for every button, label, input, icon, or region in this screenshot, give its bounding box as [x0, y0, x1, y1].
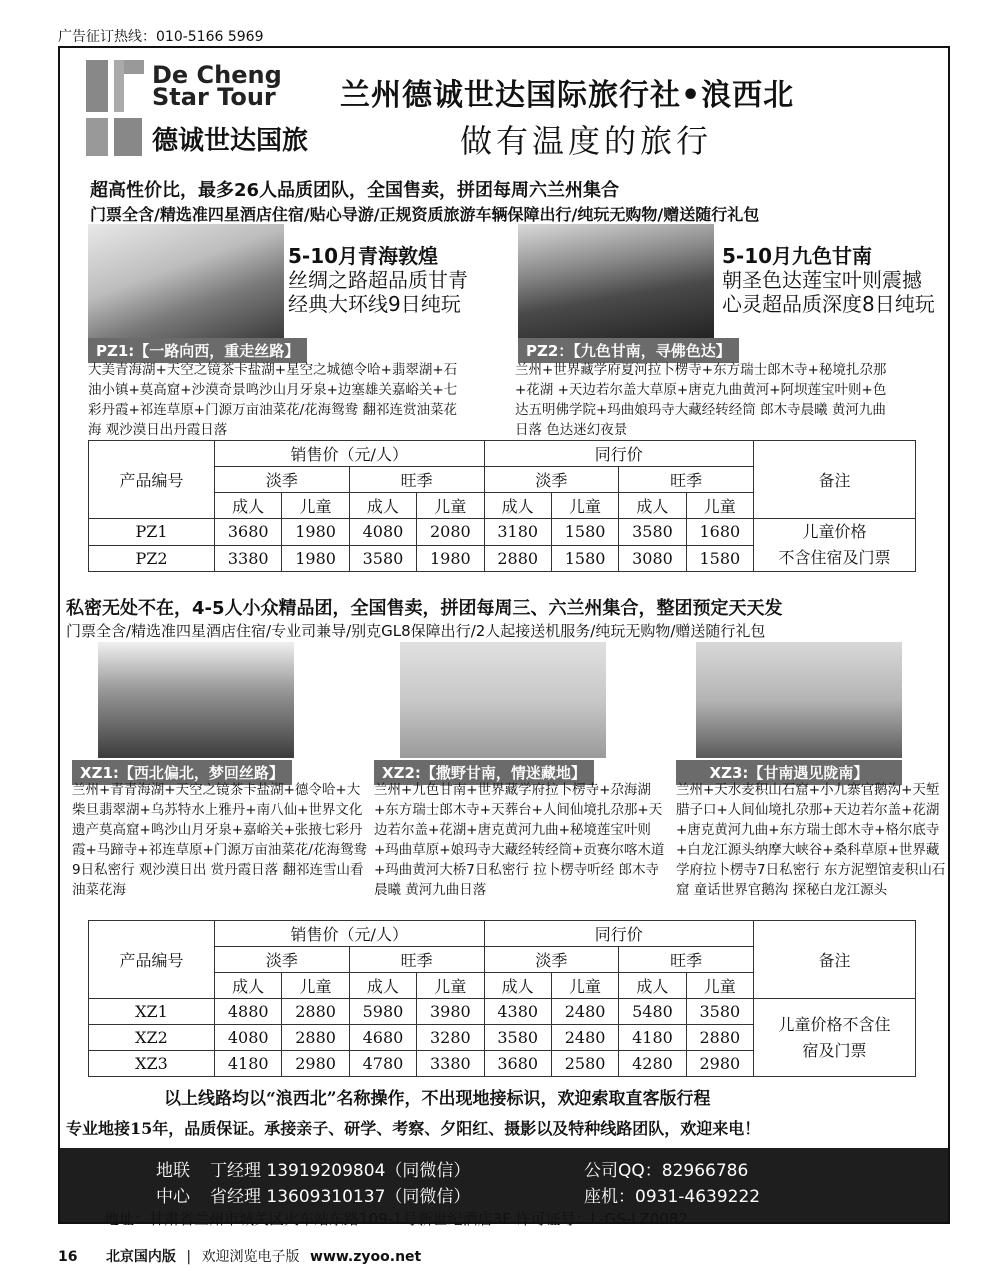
pz2-tag: PZ2：【九色甘南，寻佛色达】: [518, 338, 739, 363]
xz3-tag: XZ3:【甘南遇见陇南】: [676, 760, 902, 785]
landline: 座机：0931-4639222: [584, 1187, 761, 1207]
xz2-tag: XZ2:【撒野甘南，情迷藏地】: [374, 760, 594, 785]
xz1-description: 兰州+青青海湖+天空之镜茶卡盐湖+德令哈+大柴旦翡翠湖+乌苏特水上雅丹+南八仙+世界文化遗产莫高窟+鸣沙山月牙泉+嘉峪关+张掖七彩丹霞+马蹄寺+祁连草原+门源万亩油菜花/花海鸳鸯9日私密行 观沙漠日出 赏丹霞日落 翻祁连雪山看油菜花海: [72, 782, 367, 898]
notice-operation: 以上线路均以“浪西北”名称操作，不出现地接标识，欢迎索取直客版行程: [164, 1089, 711, 1109]
photo-mogao-grottoes: [98, 642, 294, 758]
table-row: PZ2 3380 1980 3580 1980 2880 1580 3080 1580: [89, 545, 916, 572]
pz1-title: 5-10月青海敦煌 丝绸之路超品质甘青 经典大环线9日纯玩: [288, 244, 468, 316]
col-product-code: 产品编号: [89, 441, 215, 519]
col-remark: 备注: [754, 441, 916, 519]
photo-jumping-group: [400, 642, 606, 758]
visit-text: 欢迎浏览电子版: [201, 1249, 300, 1265]
logo-chinese: 德诚世达国旅: [152, 126, 309, 156]
section1-subheadline: 门票全含/精选准四星酒店住宿/贴心导游/正规资质旅游车辆保障出行/纯玩无购物/赠送随行礼包: [90, 205, 760, 224]
pz1-description: 大美青海湖+天空之镜茶卡盐湖+星空之城德令哈+翡翠湖+石油小镇+莫高窟+沙漠奇景鸣沙山月牙泉+边塞雄关嘉峪关+七彩丹霞+祁连草原+门源万亩油菜花/花海鸳鸯 翻祁连赏油菜花海 观沙漠日出丹霞日落: [88, 362, 458, 438]
xz3-description: 兰州+天水麦积山石窟+小九寨官鹅沟+天堑腊子口+人间仙境扎尕那+天边若尔盖+花湖+唐克黄河九曲+东方瑞士郎木寺+格尔底寺+白龙江源头纳摩大峡谷+桑科草原+世界藏学府拉卜楞寺7日私密行 东方泥塑馆麦积山石窟 童话世界官鹅沟 探秘白龙江源头: [676, 782, 946, 898]
section2-headline: 私密无处不在，4-5人小众精品团，全国售卖，拼团每周三、六兰州集合，整团预定天天发: [66, 598, 783, 619]
xz2-description: 兰州+九色甘南+世界藏学府拉卜楞寺+尕海湖+东方瑞士郎木寺+天葬台+人间仙境扎尕那+天边若尔盖+花湖+唐克黄河九曲+秘境莲宝叶则+玛曲草原+娘玛寺大藏经转经筒+贡赛尔喀木道+玛曲黄河大桥7日私密行 拉卜楞寺听经 郎木寺晨曦 黄河九曲日落: [374, 782, 665, 898]
company-qq: 公司QQ：82966786: [584, 1161, 749, 1181]
price-table-2: 产品编号 销售价（元/人） 同行价 备注 淡季 旺季 淡季 旺季 成人 儿童 成人 儿童 成人 儿童 成人 儿童 XZ1 4880 2880 5980 3980 4380 2480 5480 3580 儿童价格不含住 宿及门票 XZ2 4080 2880 4680 3280 3580 2480 4180 2880 XZ3 4180 2980 4780 3380 3680 2580 4280 2980: [88, 920, 916, 1077]
notice-service: 专业地接15年，品质保证。承接亲子、研学、考察、夕阳红、摄影以及特种线路团队，欢迎来电！: [66, 1119, 761, 1138]
table-row: XZ2 4080 2880 4680 3280 3580 2480 4180 2880: [89, 1025, 916, 1051]
xz1-tag: XZ1:【西北偏北，梦回丝路】: [72, 760, 292, 785]
pz1-tag: PZ1:【一路向西，重走丝路】: [88, 338, 307, 363]
logo-english: De Cheng Star Tour: [152, 61, 282, 111]
col-peer-price: 同行价: [484, 921, 754, 947]
photo-qinghai-desert: [88, 224, 284, 340]
pz2-title: 5-10月九色甘南 朝圣色达莲宝叶则震撼 心灵超品质深度8日纯玩: [722, 244, 935, 316]
sale-low-season: 淡季: [215, 467, 350, 493]
peer-low-season: 淡季: [484, 467, 619, 493]
contact-bar: 地联 中心 丁经理 13919209804（同微信） 省经理 13609310137（同微信） 公司QQ：82966786 座机：0931-4639222: [60, 1148, 948, 1222]
photo-stupa: [696, 642, 902, 758]
peer-high-season: 旺季: [619, 467, 754, 493]
page-footer: 16 北京国内版 | 欢迎浏览电子版 www.zyoo.net: [58, 1249, 422, 1265]
edition: 北京国内版: [105, 1249, 176, 1265]
price-table-1: 产品编号 销售价（元/人） 同行价 备注 淡季 旺季 淡季 旺季 成人 儿童 成人 儿童 成人 儿童 成人 儿童 PZ1 3680 1980 4080 2080 3180 1580 3580 1680 儿童价格 不含住宿及门票 PZ2 3380 1980 3580 1980 2880 1580 3080 1580: [88, 440, 916, 572]
sale-high-season: 旺季: [349, 467, 484, 493]
pz2-description: 兰州+世界藏学府夏河拉卜楞寺+东方瑞士郎木寺+秘境扎尕那+花湖 +天边若尔盖大草原+唐克九曲黄河+阿坝莲宝叶则+色达五明佛学院+玛曲娘玛寺大藏经转经筒 郎木寺晨曦 黄河九曲日落 色达迷幻夜景: [515, 362, 887, 438]
company-name: 兰州德诚世达国际旅行社•浪西北: [340, 78, 795, 113]
ad-hotline: 广告征订热线：010-5166 5969: [58, 29, 264, 45]
manager-sheng: 省经理 13609310137（同微信）: [210, 1187, 471, 1207]
page-number: 16: [58, 1249, 78, 1265]
col-sale-price: 销售价（元/人）: [215, 441, 485, 467]
col-product-code: 产品编号: [89, 921, 215, 999]
col-peer-price: 同行价: [484, 441, 754, 467]
remark-cell: 儿童价格不含住 宿及门票: [754, 999, 916, 1077]
section2-subheadline: 门票全含/精选准四星酒店住宿/专业司兼导/别克GL8保障出行/2人起接送机服务/纯玩无购物/赠送随行礼包: [66, 622, 766, 640]
table-row: PZ1 3680 1980 4080 2080 3180 1580 3580 1680 儿童价格 不含住宿及门票: [89, 519, 916, 546]
photo-gannan-village: [518, 224, 714, 340]
logo-icon: [84, 58, 146, 158]
remark-cell: 儿童价格 不含住宿及门票: [754, 519, 916, 572]
table-row: XZ1 4880 2880 5980 3980 4380 2480 5480 3580 儿童价格不含住 宿及门票: [89, 999, 916, 1025]
table-row: XZ3 4180 2980 4780 3380 3680 2580 4280 2980: [89, 1051, 916, 1077]
col-sale-price: 销售价（元/人）: [215, 921, 485, 947]
address: 地址：甘肃省兰州市城关区火车站东路109-1号新世纪酒店3F 许可证号：L-GS-LZ0082: [104, 1210, 688, 1228]
col-remark: 备注: [754, 921, 916, 999]
section1-headline: 超高性价比，最多26人品质团队，全国售卖，拼团每周六兰州集合: [90, 180, 620, 201]
manager-ding: 丁经理 13919209804（同微信）: [210, 1161, 471, 1181]
slogan: 做有温度的旅行: [460, 122, 713, 160]
website-link[interactable]: www.zyoo.net: [310, 1249, 422, 1265]
